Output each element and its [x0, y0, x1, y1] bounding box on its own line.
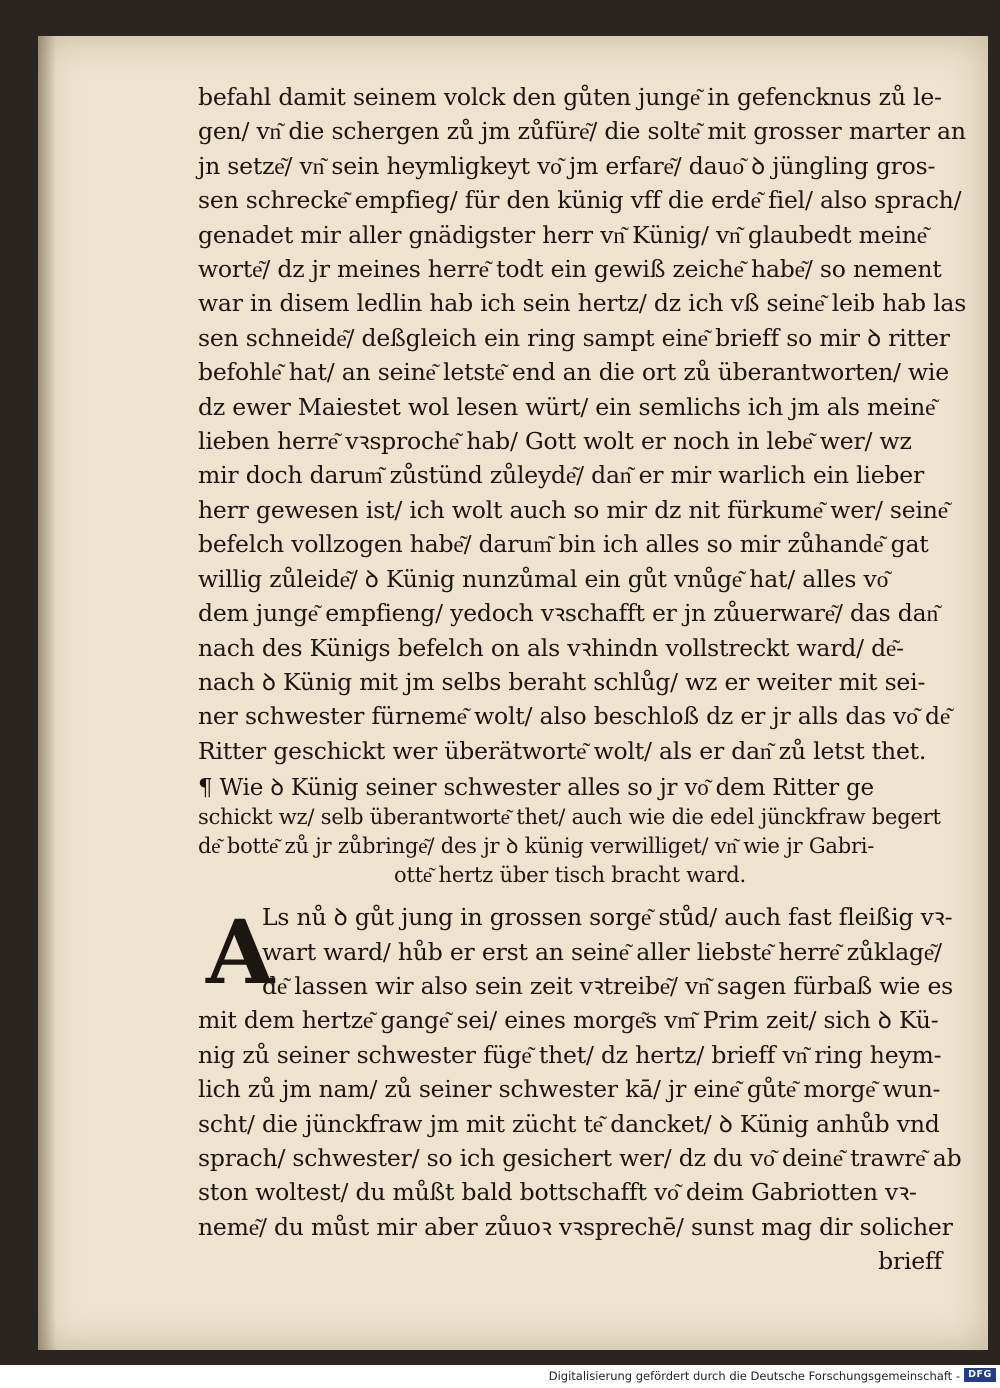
text-line: Ritter geschickt wer überätworte͂ wolt/ als er dan͂ zů letst thet.	[198, 736, 927, 765]
heading-line: schickt wz/ selb überantworte͂ thet/ auch wie die edel jünckfraw begert	[198, 805, 941, 830]
text-line: dem junge͂ empfieng/ yedoch vꝛschafft er jn zůuerware͂/ das dan͂	[198, 599, 939, 628]
paragraph-2	[198, 900, 962, 1278]
text-line: Ls nů ꝺ gůt jung in grossen sorge͂ stůd/ auch fast fleißig vꝛ-	[262, 903, 953, 932]
footer-bar	[0, 1365, 1000, 1388]
page-shadow	[38, 36, 56, 1350]
text-line: sen schneide͂/ deßgleich ein ring sampt eine͂ brieff so mir ꝺ ritter	[198, 323, 950, 352]
text-line: worte͂/ dz jr meines herre͂ todt ein gewiß zeiche͂ habe͂/ so nement	[198, 255, 942, 284]
funding-notice: Digitalisierung gefördert durch die Deutsche Forschungsgemeinschaft -	[548, 1369, 960, 1383]
dfg-logo-icon[interactable]: DFG	[964, 1368, 996, 1382]
text-line: jn setze͂/ vn͂ sein heymligkeyt vo͂ jm erfare͂/ dauo͂ ꝺ jüngling gros-	[198, 151, 936, 180]
text-line: befohle͂ hat/ an seine͂ letste͂ end an die ort zů überantworten/ wie	[198, 358, 949, 387]
text-line: ston woltest/ du můßt bald bottschafft vo͂ deim Gabriotten vꝛ-	[198, 1178, 917, 1207]
page-text	[198, 80, 967, 1279]
text-line: gen/ vn͂ die schergen zů jm zůfüre͂/ die solte͂ mit grosser marter an	[198, 117, 966, 146]
text-line: befelch vollzogen habe͂/ darum͂ bin ich alles so mir zůhande͂ gat	[198, 530, 929, 559]
text-line: mir doch darum͂ zůstünd zůleyde͂/ dan͂ er mir warlich ein lieber	[198, 461, 925, 490]
heading-line: otte͂ hertz über tisch bracht ward.	[394, 863, 746, 888]
text-line: ner schwester fürneme͂ wolt/ also beschloß dz er jr alls das vo͂ de͂	[198, 702, 951, 731]
text-line: mit dem hertze͂ gange͂ sei/ eines morge͂s vm͂ Prim zeit/ sich ꝺ Kü-	[198, 1006, 939, 1035]
text-line: neme͂/ du můst mir aber zůuoꝛ vꝛsprechē/ sunst mag dir solicher	[198, 1212, 953, 1241]
text-line: nach ꝺ Künig mit jm selbs beraht schlůg/ wz er weiter mit sei-	[198, 667, 926, 696]
paragraph-1	[198, 80, 967, 768]
chapter-heading	[198, 774, 942, 890]
text-line: wart ward/ hůb er erst an seine͂ aller liebste͂ herre͂ zůklage͂/	[262, 937, 942, 966]
text-line: willig zůleide͂/ ꝺ Künig nunzůmal ein gůt vnůge͂ hat/ alles vo͂	[198, 564, 889, 593]
text-line: lieben herre͂ vꝛsproche͂ hab/ Gott wolt er noch in lebe͂ wer/ wz	[198, 427, 912, 456]
text-line: herr gewesen ist/ ich wolt auch so mir dz nit fürkume͂ wer/ seine͂	[198, 495, 948, 524]
decorated-initial: A	[206, 900, 275, 1005]
text-line: nig zů seiner schwester füge͂ thet/ dz hertz/ brieff vn͂ ring heym-	[198, 1040, 942, 1069]
text-line: scht/ die jünckfraw jm mit zücht te͂ dancket/ ꝺ Künig anhůb vnd	[198, 1109, 940, 1138]
text-line: de͂ lassen wir also sein zeit vꝛtreibe͂/ vn͂ sagen fürbaß wie es	[262, 971, 954, 1000]
text-line: genadet mir aller gnädigster herr vn͂ Künig/ vn͂ glaubedt meine͂	[198, 220, 927, 249]
heading-line: ¶ Wie ꝺ Künig seiner schwester alles so jr vo͂ dem Ritter ge	[198, 775, 874, 802]
text-line: befahl damit seinem volck den gůten junge͂ in gefencknus zů le-	[198, 83, 942, 111]
text-line: war in disem ledlin hab ich sein hertz/ dz ich vß seine͂ leib hab las	[198, 289, 967, 318]
text-line: dz ewer Maiestet wol lesen würt/ ein semlichs ich jm als meine͂	[198, 392, 936, 421]
text-line: sprach/ schwester/ so ich gesichert wer/ dz du vo͂ deine͂ trawre͂ ab	[198, 1143, 962, 1172]
catchword: brieff	[878, 1247, 942, 1276]
text-line: lich zů jm nam/ zů seiner schwester kā/ jr eine͂ gůte͂ morge͂ wun-	[198, 1075, 941, 1104]
heading-line: de͂ botte͂ zů jr zůbringe͂/ des jr ꝺ künig verwilliget/ vn͂ wie jr Gabri-	[198, 834, 875, 859]
text-line: sen schrecke͂ empfieg/ für den künig vff die erde͂ fiel/ also sprach/	[198, 186, 962, 215]
text-line: nach des Künigs befelch on als vꝛhindn vollstreckt ward/ de͂-	[198, 633, 904, 662]
